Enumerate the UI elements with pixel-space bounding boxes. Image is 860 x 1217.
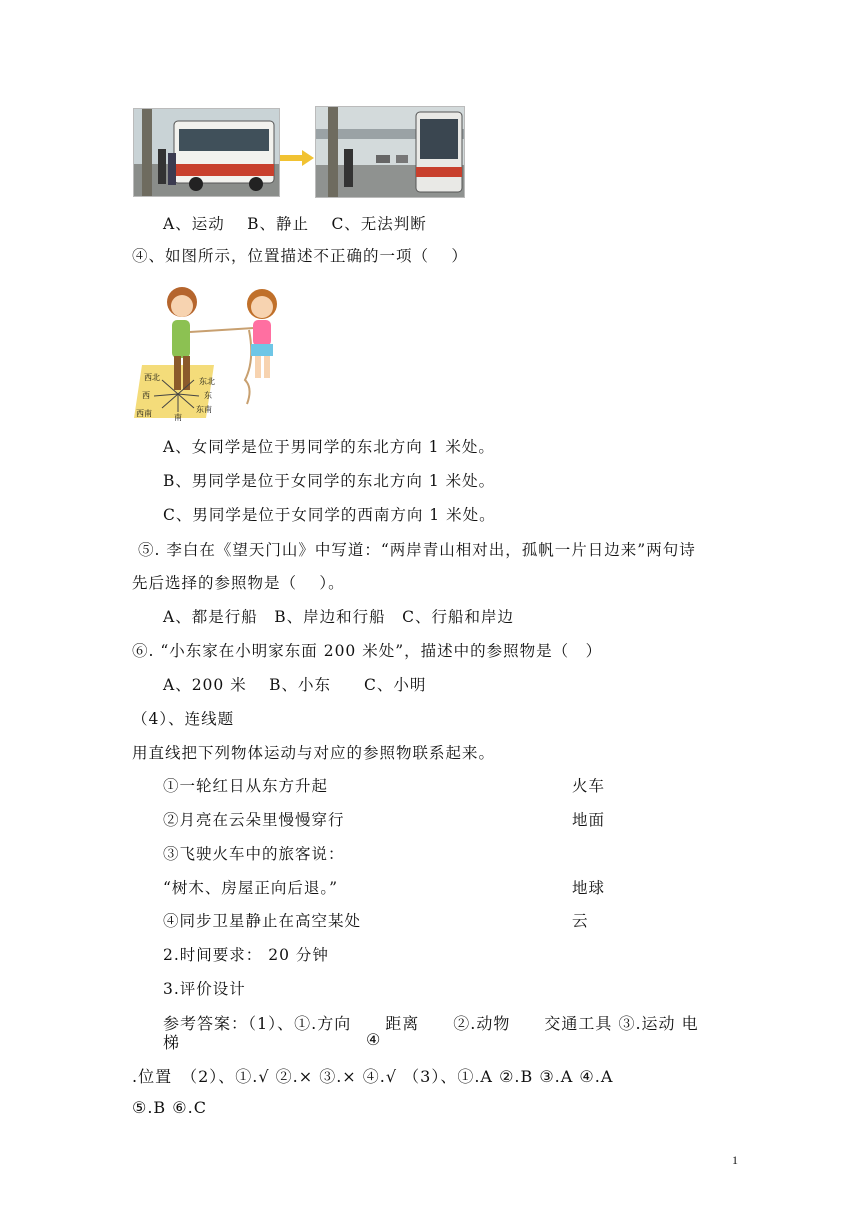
match-left-2: ②月亮在云朵里慢慢穿行 xyxy=(163,811,345,829)
answers-line3: ⑤.B ⑥.C xyxy=(132,1098,207,1117)
match-left-3-cont: “树木、房屋正向后退。” xyxy=(163,879,339,897)
compass-sw-label: 西南 xyxy=(136,409,152,418)
q4-option-b: B、男同学是位于女同学的东北方向 1 米处。 xyxy=(163,472,496,490)
match-left-3: ③飞驶火车中的旅客说： xyxy=(163,845,345,863)
q5-options: A、都是行船 B、岸边和行船 C、行船和岸边 xyxy=(163,608,514,626)
compass-e-label: 东 xyxy=(204,391,212,400)
section4-instruction: 用直线把下列物体运动与对应的参照物联系起来。 xyxy=(132,744,496,762)
q3-options: A、运动 B、静止 C、无法判断 xyxy=(163,215,427,233)
match-right-2: 地面 xyxy=(572,811,606,829)
answers-line1-wrap: 梯 xyxy=(163,1033,181,1052)
match-right-3: 地球 xyxy=(572,879,606,897)
compass-nw-label: 西北 xyxy=(144,373,160,382)
q4-option-c: C、男同学是位于女同学的西南方向 1 米处。 xyxy=(163,506,496,524)
children-compass-illustration xyxy=(134,280,294,422)
arrow-icon xyxy=(280,150,314,170)
q6-stem: ⑥. “小东家在小明家东面 200 米处”，描述中的参照物是（ ） xyxy=(132,642,603,660)
q6-options: A、200 米 B、小东 C、小明 xyxy=(163,676,427,694)
answers-line2: .位置 （2）、①.√ ②.× ③.× ④.√ （3）、①.A ②.B ③.A ④.A xyxy=(132,1067,614,1086)
q4-stem: ④、如图所示，位置描述不正确的一项（ ） xyxy=(132,247,468,265)
compass-se-label: 东南 xyxy=(196,405,212,414)
answers-line1: 参考答案：（1）、①.方向 距离 ②.动物 交通工具 ③.运动 电 xyxy=(163,1014,699,1033)
compass-s-label: 南 xyxy=(174,413,182,422)
evaluation-design: 3.评价设计 xyxy=(163,980,246,998)
match-right-1: 火车 xyxy=(572,777,606,795)
match-left-1: ①一轮红日从东方升起 xyxy=(163,777,329,795)
compass-ne-label: 东北 xyxy=(199,377,215,386)
bus-photo-left xyxy=(133,108,280,197)
q5-stem-line2: 先后选择的参照物是（ ）。 xyxy=(132,574,345,592)
q4-option-a: A、女同学是位于男同学的东北方向 1 米处。 xyxy=(163,438,495,456)
page-number: 1 xyxy=(732,1153,738,1167)
answers-circle4: ④ xyxy=(366,1030,382,1049)
section4-title: （4）、连线题 xyxy=(132,710,235,728)
match-right-4: 云 xyxy=(572,912,589,930)
match-left-4: ④同步卫星静止在高空某处 xyxy=(163,912,362,930)
bus-photo-right xyxy=(315,106,465,198)
compass-w-label: 西 xyxy=(142,391,150,400)
q5-stem-line1: ⑤. 李白在《望天门山》中写道：“两岸青山相对出，孤帆一片日边来”两句诗 xyxy=(138,541,696,559)
time-requirement: 2.时间要求： 20 分钟 xyxy=(163,946,329,964)
